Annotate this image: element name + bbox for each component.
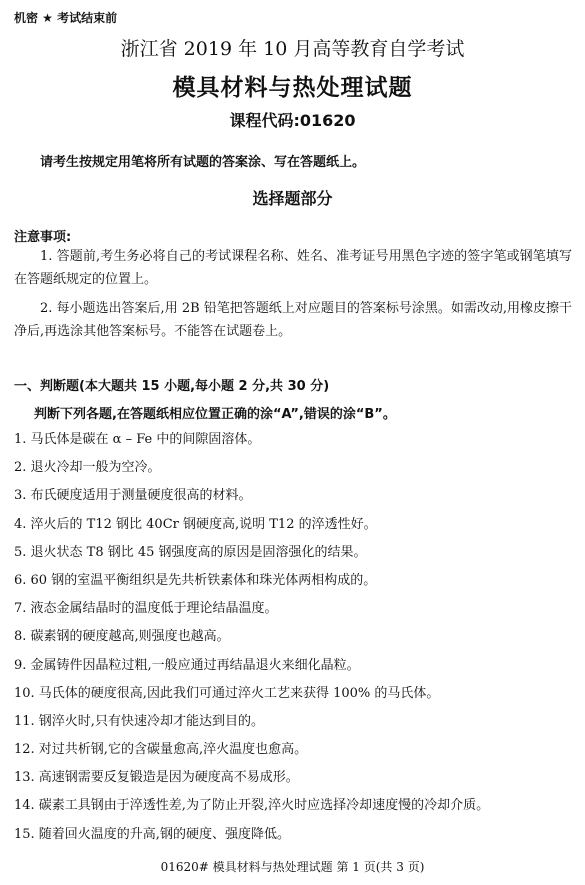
question-item: 7. 液态金属结晶时的温度低于理论结晶温度。 bbox=[14, 601, 278, 617]
question-item: 1. 马氏体是碳在 α – Fe 中的间隙固溶体。 bbox=[14, 432, 261, 447]
question-item: 8. 碳素钢的硬度越高,则强度也越高。 bbox=[14, 629, 230, 645]
course-code: 课程代码:01620 bbox=[229, 111, 356, 130]
page-footer: 01620# 模具材料与热处理试题 第 1 页(共 3 页) bbox=[160, 860, 425, 874]
question-item: 15. 随着回火温度的升高,钢的硬度、强度降低。 bbox=[14, 826, 290, 842]
part-instruction: 判断下列各题,在答题纸相应位置正确的涂“A”,错误的涂“B”。 bbox=[34, 407, 396, 422]
question-item: 9. 金属铸件因晶粒过粗,一般应通过再结晶退火来细化晶粒。 bbox=[14, 657, 360, 673]
question-item: 3. 布氏硬度适用于测量硬度很高的材料。 bbox=[14, 488, 252, 504]
exam-title: 浙江省 2019 年 10 月高等教育自学考试 bbox=[120, 38, 465, 60]
question-item: 2. 退火冷却一般为空冷。 bbox=[14, 460, 161, 476]
question-item: 4. 淬火后的 T12 钢比 40Cr 钢硬度高,说明 T12 的淬透性好。 bbox=[14, 516, 377, 532]
question-item: 12. 对过共析钢,它的含碳量愈高,淬火温度也愈高。 bbox=[14, 742, 308, 758]
question-item: 14. 碳素工具钢由于淬透性差,为了防止开裂,淬火时应选择冷却速度慢的冷却介质。 bbox=[14, 798, 490, 814]
note-item: 1. 答题前,考生务必将自己的考试课程名称、姓名、准考证号用黑色字迹的签字笔或钢笔填写在答题纸规定的位置上。 bbox=[14, 249, 572, 287]
question-item: 6. 60 钢的室温平衡组织是先共析铁素体和珠光体两相构成的。 bbox=[14, 572, 377, 588]
note-item: 2. 每小题选出答案后,用 2B 铅笔把答题纸上对应题目的答案标号涂黑。如需改动,用橡皮擦干净后,再选涂其他答案标号。不能答在试题卷上。 bbox=[14, 301, 572, 339]
question-item: 13. 高速钢需要反复锻造是因为硬度高不易成形。 bbox=[14, 770, 299, 786]
paper-title: 模具材料与热处理试题 bbox=[172, 75, 413, 101]
answer-instruction: 请考生按规定用笔将所有试题的答案涂、写在答题纸上。 bbox=[40, 155, 366, 170]
confidential-mark: 机密 ★ 考试结束前 bbox=[14, 11, 118, 25]
question-item: 11. 钢淬火时,只有快速冷却才能达到目的。 bbox=[14, 713, 264, 729]
question-list bbox=[14, 430, 489, 853]
notes-heading: 注意事项: bbox=[14, 230, 72, 245]
question-item: 10. 马氏体的硬度很高,因此我们可通过淬火工艺来获得 100% 的马氏体。 bbox=[14, 685, 440, 701]
part-heading: 一、判断题(本大题共 15 小题,每小题 2 分,共 30 分) bbox=[14, 379, 330, 394]
section-title: 选择题部分 bbox=[252, 189, 333, 208]
question-item: 5. 退火状态 T8 钢比 45 钢强度高的原因是固溶强化的结果。 bbox=[14, 544, 367, 560]
